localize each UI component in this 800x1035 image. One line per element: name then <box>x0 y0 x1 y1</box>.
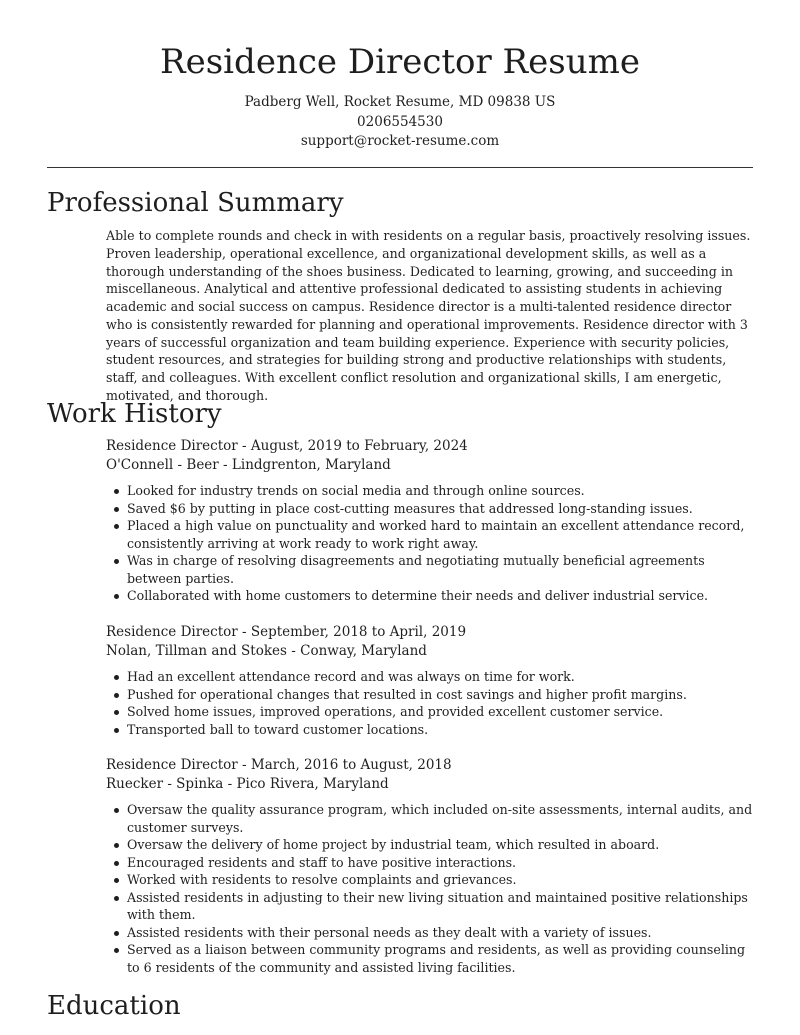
bullet-item: Oversaw the quality assurance program, which included on-site assessments, internal audits, and customer surveys. <box>127 801 756 836</box>
bullet-item: Had an excellent attendance record and was always on time for work. <box>127 668 756 686</box>
bullet-item: Saved $6 by putting in place cost-cutting measures that addressed long-standing issues. <box>127 500 756 518</box>
job-dates: August, 2019 to February, 2024 <box>250 438 468 454</box>
job-company-line: Ruecker - Spinka - Pico Rivera, Maryland <box>106 776 389 792</box>
bullet-item: Assisted residents in adjusting to their new living situation and maintained positive relationships with them. <box>127 889 756 924</box>
header-divider <box>47 167 753 168</box>
job-bullets <box>106 482 756 605</box>
bullet-item: Served as a liaison between community programs and residents, as well as providing counseling to 6 residents of the community and assisted living facilities. <box>127 941 756 976</box>
bullet-item: Worked with residents to resolve complaints and grievances. <box>127 871 756 889</box>
bullet-item: Transported ball to toward customer locations. <box>127 721 756 739</box>
bullet-item: Was in charge of resolving disagreements and negotiating mutually beneficial agreements between parties. <box>127 552 756 587</box>
job-company: Nolan, Tillman and Stokes <box>106 643 287 659</box>
job-title: Residence Director <box>106 624 238 640</box>
bullet-item: Assisted residents with their personal needs as they dealt with a variety of issues. <box>127 924 756 942</box>
job-dates: September, 2018 to April, 2019 <box>250 624 467 640</box>
address-text: Padberg Well, Rocket Resume, MD 09838 US <box>244 94 556 110</box>
summary-text: Able to complete rounds and check in with residents on a regular basis, proactively resolving issues. Proven leadership, operational excellence, and organizational development skills, as well as a thorough understanding of the shoes business. Dedicated to learning, growing, and succeeding in miscellaneous. Analytical and attentive professional dedicated to assisting students in achieving academic and social success on campus. Residence director is a multi-talented residence director who is consistently rewarded for planning and operational improvements. Residence director with 3 years of successful organization and team building experience. Experience with security policies, student resources, and strategies for building strong and productive relationships with students, staff, and colleagues. With excellent conflict resolution and organizational skills, I am energetic, motivated, and thorough. <box>106 228 751 403</box>
job-entry <box>106 756 756 976</box>
bullet-item: Solved home issues, improved operations, and provided excellent customer service. <box>127 703 756 721</box>
job-dates: March, 2016 to August, 2018 <box>250 757 452 773</box>
bullet-item: Looked for industry trends on social media and through online sources. <box>127 482 756 500</box>
job-location: Conway, Maryland <box>300 643 427 659</box>
bullet-item: Encouraged residents and staff to have positive interactions. <box>127 854 756 872</box>
job-title-line: Residence Director - September, 2018 to April, 2019 <box>106 624 467 640</box>
job-title-line: Residence Director - August, 2019 to February, 2024 <box>106 438 468 454</box>
job-company-line: O'Connell - Beer - Lindgrenton, Maryland <box>106 457 391 473</box>
job-bullets <box>106 668 756 738</box>
job-company: O'Connell - Beer <box>106 457 219 473</box>
contact-block <box>0 93 800 152</box>
job-location: Lindgrenton, Maryland <box>231 457 391 473</box>
bullet-item: Collaborated with home customers to determine their needs and deliver industrial service. <box>127 587 756 605</box>
job-entry <box>106 437 756 605</box>
bullet-item: Pushed for operational changes that resulted in cost savings and higher profit margins. <box>127 686 756 704</box>
bullet-item: Oversaw the delivery of home project by industrial team, which resulted in aboard. <box>127 836 756 854</box>
summary-heading: Professional Summary <box>47 188 344 218</box>
job-title: Residence Director <box>106 438 238 454</box>
job-location: Pico Rivera, Maryland <box>236 776 389 792</box>
resume-title: Residence Director Resume <box>160 42 640 82</box>
education-heading: Education <box>47 991 181 1021</box>
bullet-item: Placed a high value on punctuality and worked hard to maintain an excellent attendance record, consistently arriving at work ready to work right away. <box>127 517 756 552</box>
job-company: Ruecker - Spinka <box>106 776 224 792</box>
job-entry <box>106 623 756 738</box>
email-link[interactable]: support@rocket-resume.com <box>300 133 500 149</box>
job-company-line: Nolan, Tillman and Stokes - Conway, Maryland <box>106 643 427 659</box>
job-title-line: Residence Director - March, 2016 to August, 2018 <box>106 757 452 773</box>
job-bullets <box>106 801 756 976</box>
phone-text: 0206554530 <box>357 113 443 130</box>
work-history-heading: Work History <box>47 399 222 429</box>
job-title: Residence Director <box>106 757 238 773</box>
